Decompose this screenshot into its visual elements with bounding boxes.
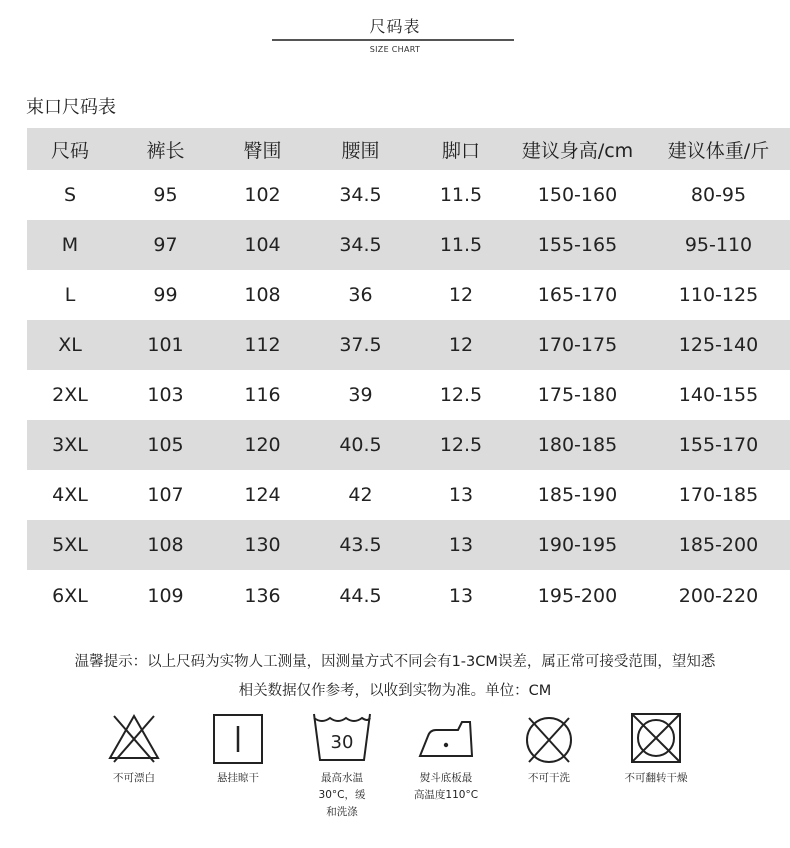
care-label-line: 不可翻转干燥	[624, 772, 688, 784]
table-cell: 124	[244, 484, 281, 506]
table-cell: 13	[414, 520, 508, 570]
care-label-line: 最高水温	[321, 772, 363, 784]
column-header-hip: 臀围	[218, 128, 307, 170]
column-header-pants-length: 裤长	[113, 128, 218, 170]
column-header-size: 尺码	[27, 128, 113, 170]
care-label-line: 30°C，缓	[318, 789, 366, 801]
iron-110-icon	[414, 710, 478, 766]
care-item-no-dry-clean	[499, 710, 599, 787]
table-cell: 80-95	[690, 184, 747, 206]
table-cell: 39	[348, 384, 373, 406]
table-cell: 108	[244, 284, 281, 306]
table-cell: 13	[448, 484, 474, 506]
table-cell: 12	[448, 284, 474, 306]
table-cell: 40.5	[307, 420, 414, 470]
table-header-row	[27, 128, 790, 170]
table-cell: L	[64, 284, 76, 306]
table-row	[27, 220, 790, 270]
table-cell: XL	[27, 320, 113, 370]
column-header-weight: 建议体重/斤	[647, 128, 790, 170]
page-title: 尺码表	[369, 17, 421, 36]
wash-30-icon	[310, 710, 374, 766]
table-cell: 37.5	[307, 320, 414, 370]
table-cell: 102	[244, 184, 281, 206]
table-cell: 11.5	[439, 184, 483, 206]
section-title: 束口尺码表	[26, 97, 116, 118]
table-cell: 6XL	[52, 585, 88, 607]
table-cell: 150-160	[537, 184, 618, 206]
care-label-line: 不可干洗	[528, 772, 570, 784]
care-label-line: 和洗涤	[326, 806, 358, 818]
table-cell: 200-220	[678, 585, 759, 607]
table-cell: 165-170	[537, 284, 618, 306]
table-cell: 101	[113, 320, 218, 370]
table-cell: 120	[218, 420, 307, 470]
table-row	[27, 170, 790, 220]
care-item-iron-110	[396, 710, 496, 804]
care-item-hang-dry	[188, 710, 288, 787]
care-instructions	[0, 710, 790, 848]
table-cell: 34.5	[307, 220, 414, 270]
table-cell: 155-165	[508, 220, 647, 270]
table-cell: 95-110	[647, 220, 790, 270]
no-dry-clean-icon	[521, 710, 577, 766]
table-cell: 190-195	[508, 520, 647, 570]
table-row	[27, 570, 790, 622]
care-label	[188, 770, 288, 787]
page-header	[0, 0, 790, 60]
care-label-line: 高温度110°C	[413, 789, 479, 801]
page-subtitle: SIZE CHART	[369, 45, 421, 54]
table-cell: 105	[113, 420, 218, 470]
care-label-line: 悬挂晾干	[217, 772, 259, 784]
table-cell: 13	[448, 585, 474, 607]
table-row	[27, 420, 790, 470]
notice-line-1: 温馨提示：以上尺码为实物人工测量，因测量方式不同会有1-3CM误差，属正常可接受范围，望知悉	[74, 654, 716, 670]
table-cell: 5XL	[27, 520, 113, 570]
column-header-height: 建议身高/cm	[508, 128, 647, 170]
table-cell: 109	[147, 585, 184, 607]
table-cell: 108	[113, 520, 218, 570]
measurement-notice	[0, 648, 790, 706]
table-cell: 12.5	[414, 420, 508, 470]
care-label	[499, 770, 599, 787]
table-cell: 95	[153, 184, 178, 206]
care-label	[396, 770, 496, 804]
table-cell: 185-190	[537, 484, 618, 506]
table-cell: S	[63, 184, 77, 206]
table-cell: 34.5	[339, 184, 382, 206]
table-cell: 112	[218, 320, 307, 370]
notice-line-2: 相关数据仅作参考，以收到实物为准。单位：CM	[238, 683, 552, 699]
table-row	[27, 320, 790, 370]
wash-temperature: 30	[330, 732, 354, 753]
care-label	[606, 770, 706, 787]
care-item-no-bleach	[84, 710, 184, 787]
table-cell: 180-185	[508, 420, 647, 470]
table-row	[27, 520, 790, 570]
table-cell: 12	[414, 320, 508, 370]
care-label-line: 不可漂白	[113, 772, 155, 784]
no-bleach-icon	[106, 710, 162, 766]
table-cell: 103	[147, 384, 184, 406]
column-header-leg-opening: 脚口	[414, 128, 508, 170]
table-cell: M	[27, 220, 113, 270]
table-row	[27, 470, 790, 520]
table-cell: 175-180	[537, 384, 618, 406]
table-cell: 99	[153, 284, 178, 306]
care-label-line: 熨斗底板最	[419, 772, 473, 784]
table-cell: 140-155	[678, 384, 759, 406]
table-cell: 170-175	[508, 320, 647, 370]
size-chart-table	[27, 128, 790, 622]
table-row	[27, 270, 790, 320]
table-cell: 155-170	[647, 420, 790, 470]
table-cell: 4XL	[52, 484, 88, 506]
hang-dry-icon	[210, 710, 266, 766]
column-header-waist: 腰围	[307, 128, 414, 170]
care-label	[84, 770, 184, 787]
table-cell: 116	[244, 384, 281, 406]
table-cell: 11.5	[414, 220, 508, 270]
table-cell: 110-125	[678, 284, 759, 306]
table-cell: 42	[348, 484, 373, 506]
care-item-no-tumble-dry	[606, 710, 706, 787]
table-cell: 2XL	[52, 384, 88, 406]
table-cell: 136	[244, 585, 281, 607]
table-cell: 185-200	[647, 520, 790, 570]
table-cell: 104	[218, 220, 307, 270]
care-item-wash-30	[292, 710, 392, 821]
care-label	[292, 770, 392, 821]
table-cell: 12.5	[439, 384, 483, 406]
table-cell: 125-140	[647, 320, 790, 370]
table-cell: 107	[147, 484, 184, 506]
table-cell: 3XL	[27, 420, 113, 470]
table-cell: 44.5	[339, 585, 382, 607]
header-divider	[272, 39, 514, 41]
table-cell: 97	[113, 220, 218, 270]
table-row	[27, 370, 790, 420]
no-tumble-dry-icon	[628, 710, 684, 766]
table-cell: 130	[218, 520, 307, 570]
table-cell: 195-200	[537, 585, 618, 607]
table-cell: 36	[348, 284, 373, 306]
table-cell: 43.5	[307, 520, 414, 570]
table-cell: 170-185	[678, 484, 759, 506]
